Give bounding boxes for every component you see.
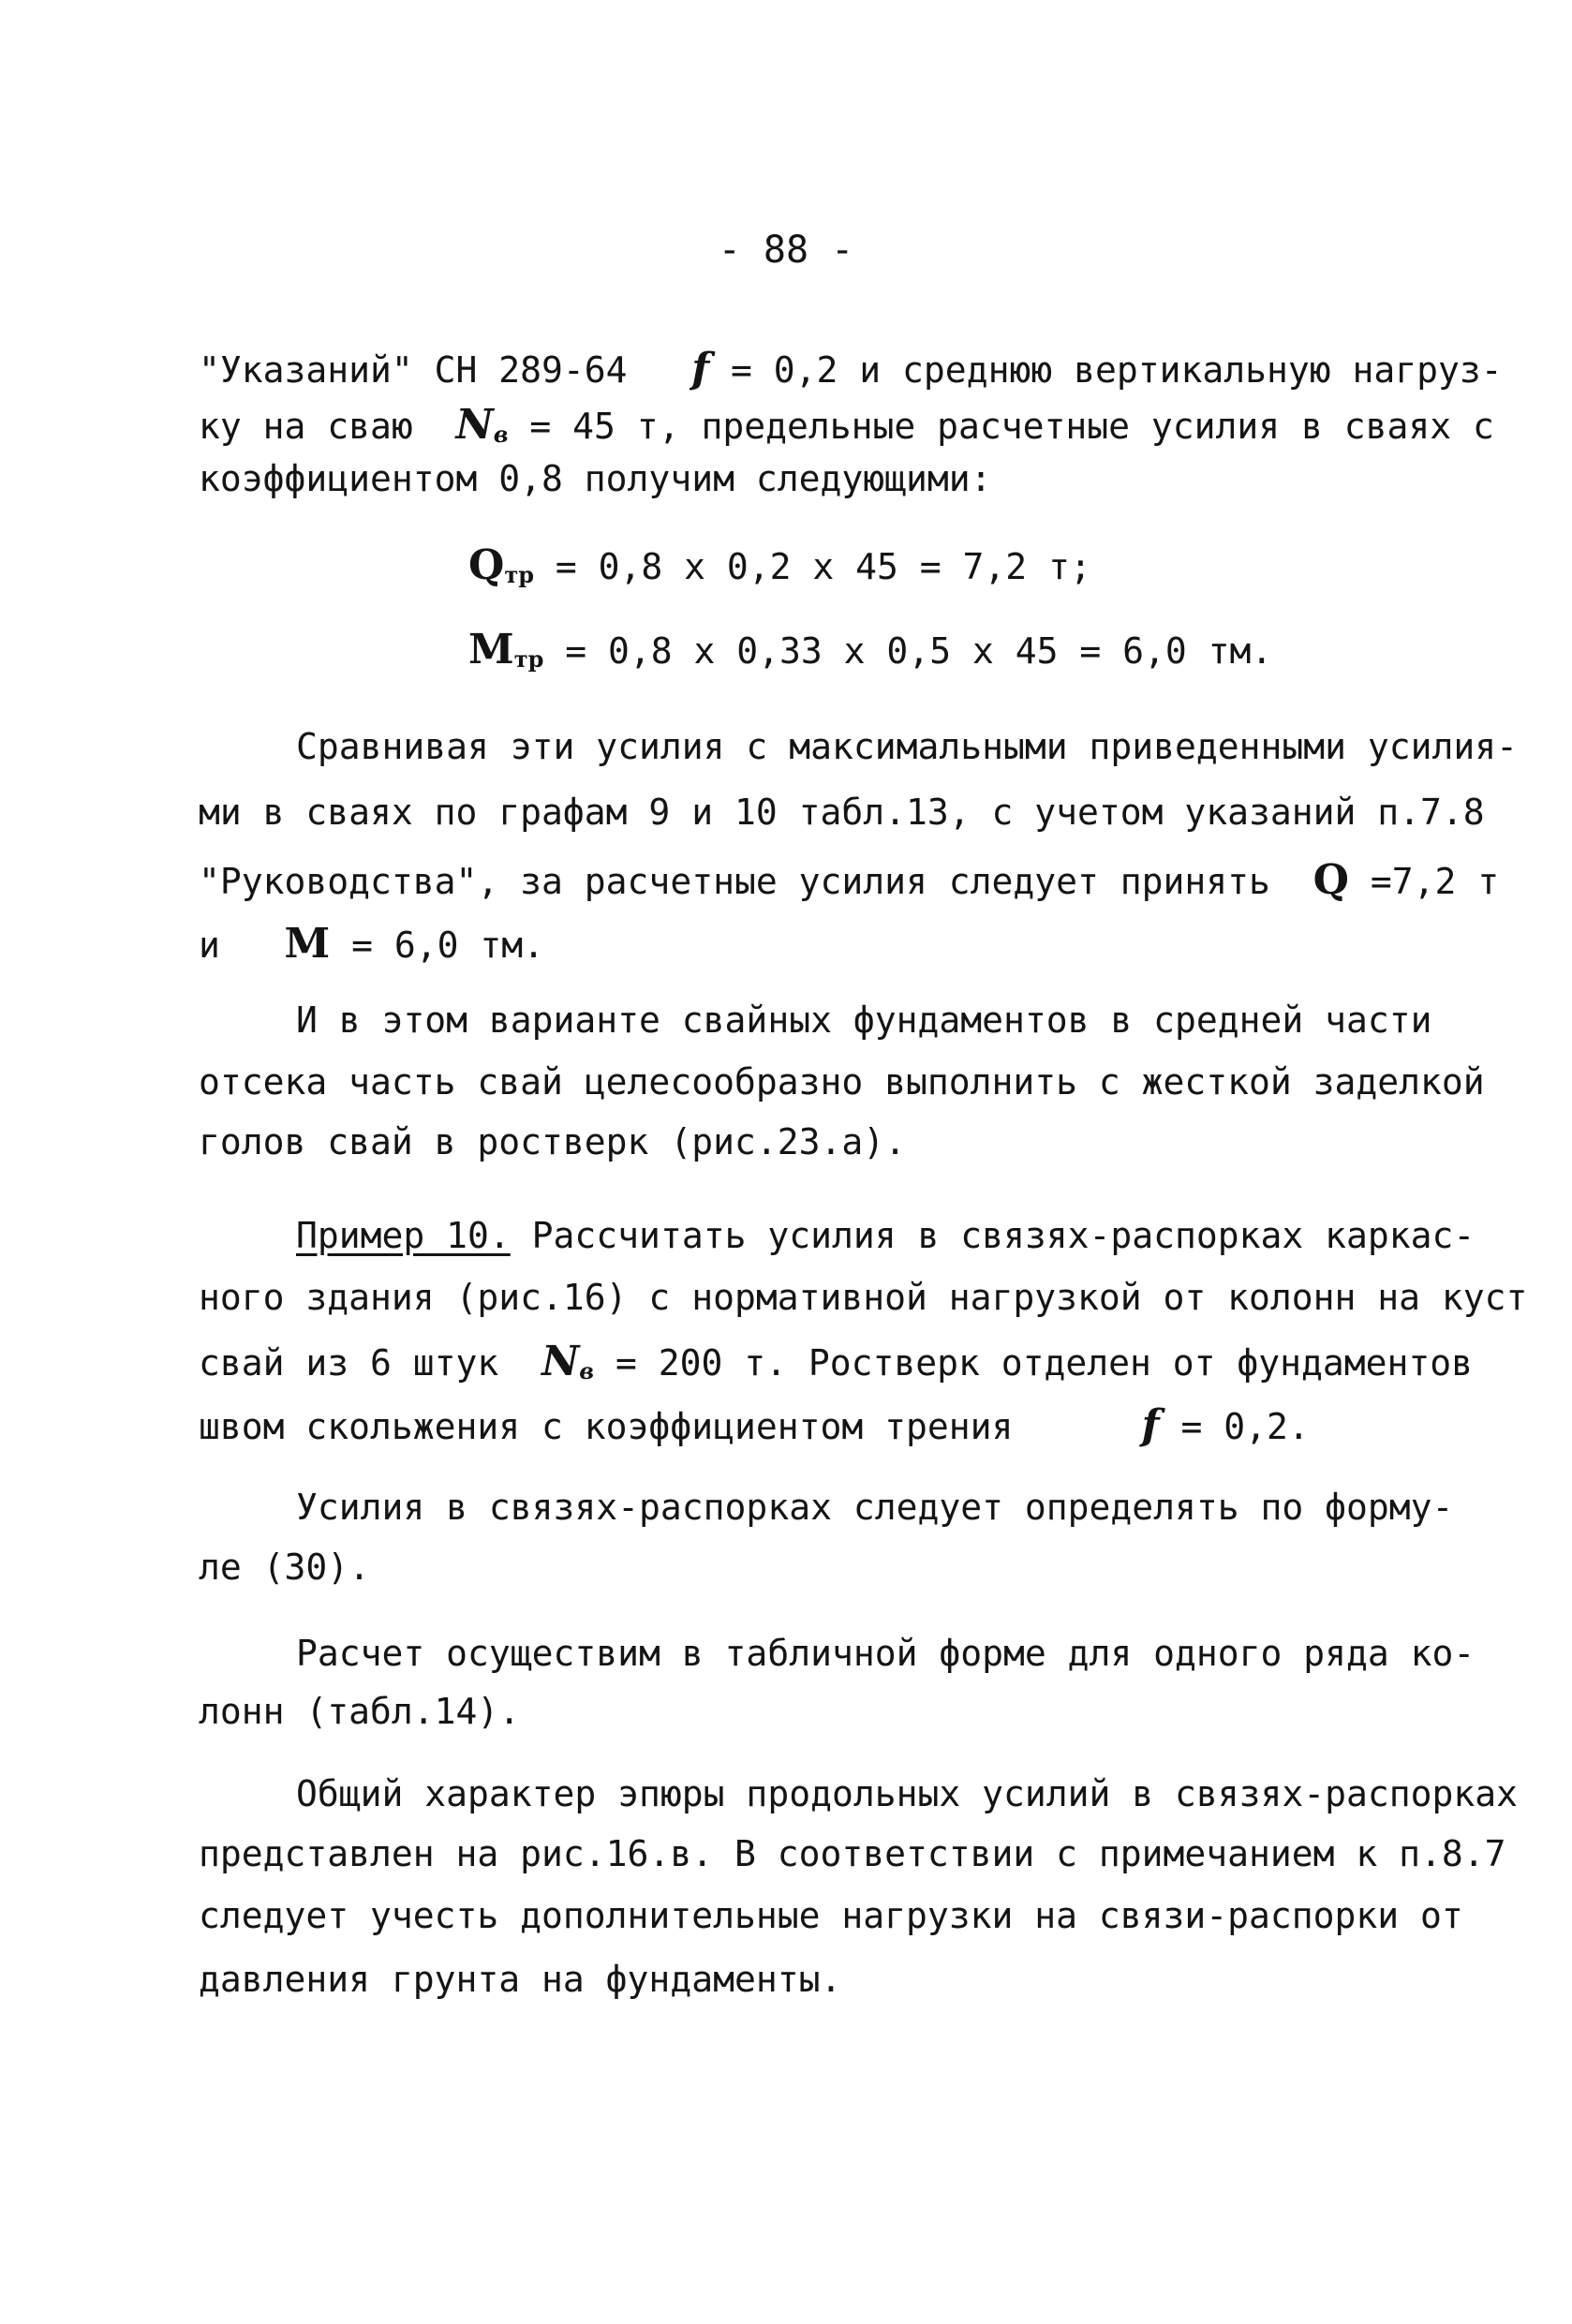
para5-line2: ле (30). (199, 1547, 371, 1588)
symbol-letter: N (541, 1338, 580, 1385)
para4-line1 (296, 1215, 1476, 1256)
para2-line2: ми в сваях по графам 9 и 10 табл.13, с учетом указаний п.7.8 (199, 792, 1485, 833)
para2-line4 (199, 920, 545, 968)
formula-m (468, 626, 1273, 674)
text-span: свай из 6 штук (199, 1342, 499, 1384)
text-span: ку на сваю (199, 406, 413, 447)
para6-line1: Расчет осуществим в табличной форме для одного ряда ко- (296, 1633, 1476, 1674)
formula-expression: = 0,8 x 0,33 x 0,5 x 45 = 6,0 тм. (565, 630, 1273, 672)
para1-line2 (199, 401, 1494, 449)
moment-symbol: M (284, 920, 331, 968)
friction-coefficient-symbol: f (691, 345, 710, 392)
para1-line3: коэффициентом 0,8 получим следующими: (199, 458, 992, 499)
symbol-subscript: в (579, 1357, 595, 1384)
symbol-subscript: тр (513, 645, 544, 673)
symbol-letter: M (468, 626, 514, 674)
shear-force-symbol (468, 541, 534, 589)
friction-coefficient-symbol: f (1141, 1401, 1160, 1449)
para2-line1: Сравнивая эти усилия с максимальными приведенными усилия- (296, 726, 1519, 767)
text-span: "Руководства", за расчетные усилия следует принять (199, 861, 1270, 902)
text-span: "Указаний" СН 289-64 (199, 349, 628, 391)
para4-line2: ного здания (рис.16) с нормативной нагрузкой от колонн на куст (199, 1277, 1528, 1318)
text-span: швом скольжения с коэффициентом трения (199, 1406, 1014, 1447)
symbol-subscript: в (493, 421, 509, 448)
para2-line3 (199, 856, 1500, 904)
symbol-letter: Q (468, 541, 505, 589)
symbol-subscript: тр (504, 561, 534, 588)
example-title: Пример 10. (296, 1215, 511, 1256)
para7-line3: следует учесть дополнительные нагрузки на связи-распорки от (199, 1895, 1463, 1936)
page-number: - 88 - (718, 229, 854, 272)
formula-expression: = 0,8 x 0,2 x 45 = 7,2 т; (555, 546, 1091, 587)
moment-symbol (468, 626, 543, 674)
para3-line3: голов свай в ростверк (рис.23.а). (199, 1121, 906, 1162)
text-span: = 45 т, предельные расчетные усилия в сваях с (529, 406, 1494, 447)
para4-line3 (199, 1338, 1474, 1385)
text-span: =7,2 т (1370, 861, 1500, 902)
para6-line2: лонн (табл.14). (199, 1691, 521, 1732)
para4-line4 (199, 1401, 1310, 1449)
para3-line1: И в этом варианте свайных фундаментов в средней части (296, 999, 1432, 1041)
shear-force-symbol: Q (1312, 856, 1349, 904)
symbol-letter: N (455, 401, 494, 449)
text-span: Рассчитать усилия в связях-распорках каркас- (531, 1215, 1476, 1256)
formula-q (468, 541, 1091, 589)
para7-line1: Общий характер эпюры продольных усилий в связях-распорках (296, 1773, 1519, 1814)
text-span: и (199, 925, 220, 966)
text-span: = 6,0 тм. (351, 925, 545, 966)
text-span: = 0,2. (1180, 1406, 1310, 1447)
para1-line1 (199, 345, 1503, 392)
text-span: = 0,2 и среднюю вертикальную нагруз- (731, 349, 1503, 391)
load-symbol (541, 1338, 594, 1385)
para3-line2: отсека часть свай целесообразно выполнить с жесткой заделкой (199, 1061, 1485, 1103)
text-span: = 200 т. Ростверк отделен от фундаментов (615, 1342, 1474, 1384)
load-symbol (456, 401, 509, 449)
para5-line1: Усилия в связях-распорках следует определять по форму- (296, 1487, 1454, 1528)
para7-line4: давления грунта на фундаменты. (199, 1959, 842, 2000)
para7-line2: представлен на рис.16.в. В соответствии с примечанием к п.8.7 (199, 1833, 1506, 1874)
